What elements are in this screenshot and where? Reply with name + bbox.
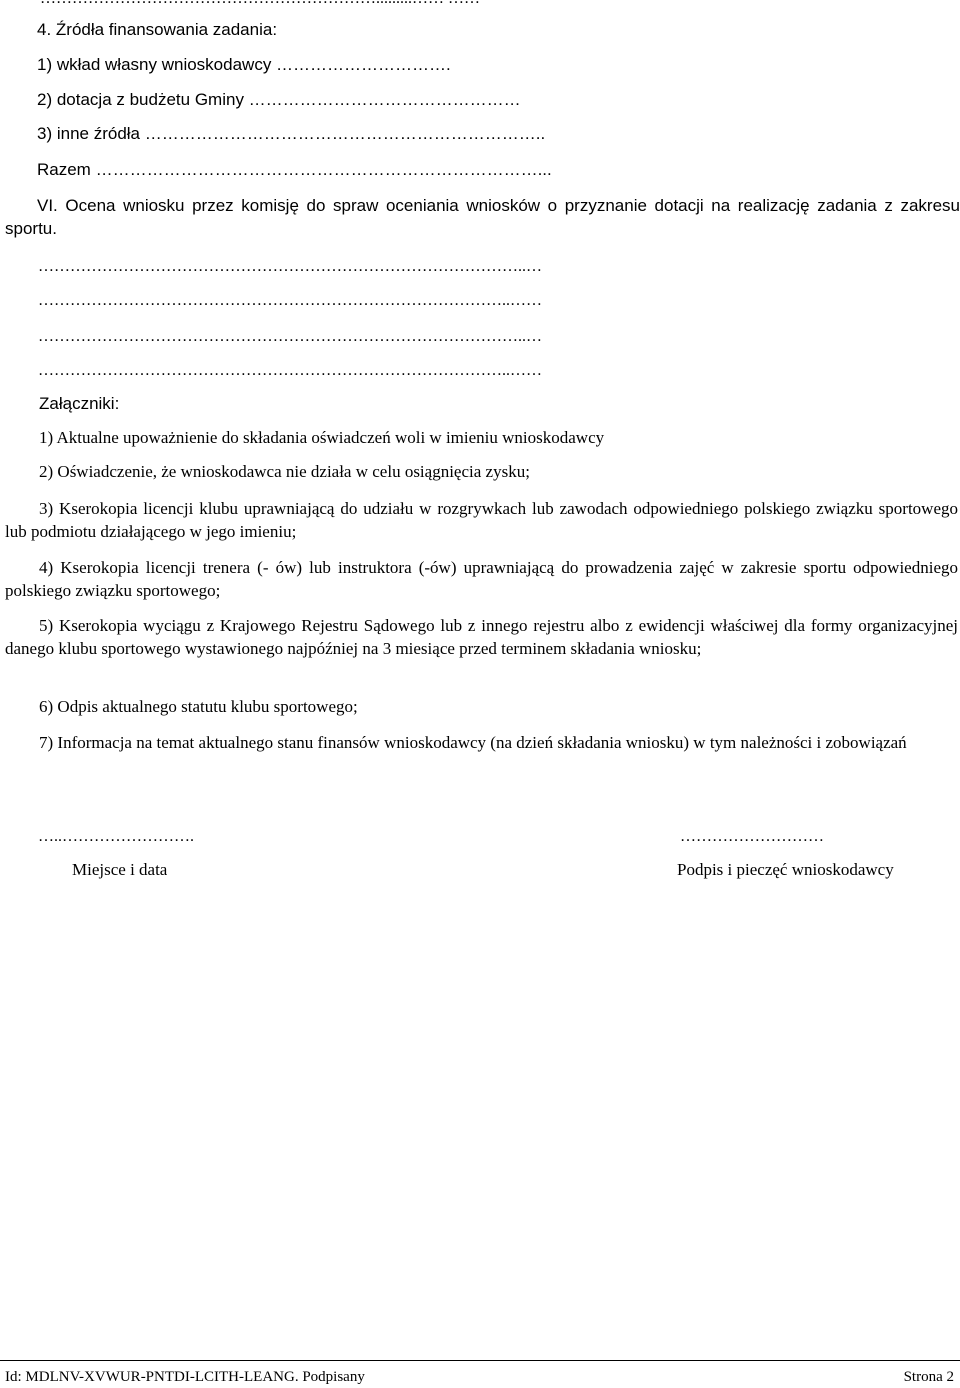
funding-sources-heading: 4. Źródła finansowania zadania:	[37, 20, 278, 39]
funding-municipal-grant: 2) dotacja z budżetu Gminy …………………………………………	[37, 90, 521, 109]
place-date-dots: …..…………………….	[38, 828, 194, 845]
attachment-item-4	[5, 556, 958, 602]
funding-other-sources: 3) inne źródła ……………………………………………………………..	[37, 124, 546, 143]
evaluation-line-1: ………………………………………………………………………………..…	[38, 258, 542, 275]
attachment-item-3	[5, 497, 958, 543]
attachment-item-4-text: 4) Kserokopia licencji trenera (- ów) lub instruktora (-ów) uprawniającą do prowadzenia zajęć w zakresie sportu odpowiedniego polskiego związku sportowego;	[5, 558, 958, 600]
attachment-item-3-text: 3) Kserokopia licencji klubu uprawniającą do udziału w rozgrywkach lub zawodach odpowiedniego polskiego związku sportowego lub podmiotu działającego w jego imieniu;	[5, 499, 958, 541]
funding-total: Razem ……………………………………………………………………...	[37, 160, 552, 179]
attachment-item-5	[5, 614, 958, 660]
attachments-heading: Załączniki:	[39, 394, 120, 413]
footer-page-number: Strona 2	[903, 1369, 954, 1385]
funding-own-contribution: 1) wkład własny wnioskodawcy ………………………….	[37, 55, 451, 74]
attachment-item-7-text: 7) Informacja na temat aktualnego stanu finansów wnioskodawcy (na dzień składania wniosku) w tym należności i zobowiązań	[39, 733, 907, 752]
evaluation-line-2: ……………………………………………………………………………..……	[38, 292, 542, 309]
attachment-item-7	[5, 731, 958, 754]
top-dotted-line	[40, 0, 960, 8]
attachment-item-1: 1) Aktualne upoważnienie do składania oświadczeń woli w imieniu wnioskodawcy	[39, 428, 605, 447]
attachment-item-6: 6) Odpis aktualnego statutu klubu sportowego;	[39, 697, 358, 716]
place-date-label: Miejsce i data	[72, 860, 168, 879]
attachment-item-5-text: 5) Kserokopia wyciągu z Krajowego Rejestru Sądowego lub z innego rejestru albo z ewidencji właściwej dla formy organizacyjnej danego klubu sportowego wystawionego najpóźniej na 3 miesiące przed terminem składania wniosku;	[5, 616, 958, 658]
footer-document-id: Id: MDLNV-XVWUR-PNTDI-LCITH-LEANG. Podpisany	[5, 1369, 365, 1385]
evaluation-section-heading	[5, 194, 960, 240]
signature-dots: ………………………	[680, 828, 824, 845]
evaluation-line-4: ……………………………………………………………………………..……	[38, 362, 542, 379]
evaluation-line-3: ………………………………………………………………………………..…	[38, 328, 542, 345]
signature-label: Podpis i pieczęć wnioskodawcy	[677, 860, 894, 879]
footer-divider	[0, 1360, 960, 1361]
attachment-item-2: 2) Oświadczenie, że wnioskodawca nie działa w celu osiągnięcia zysku;	[39, 462, 530, 481]
evaluation-section-heading-text: VI. Ocena wniosku przez komisję do spraw oceniania wniosków o przyznanie dotacji na realizację zadania z zakresu sportu.	[5, 196, 960, 238]
